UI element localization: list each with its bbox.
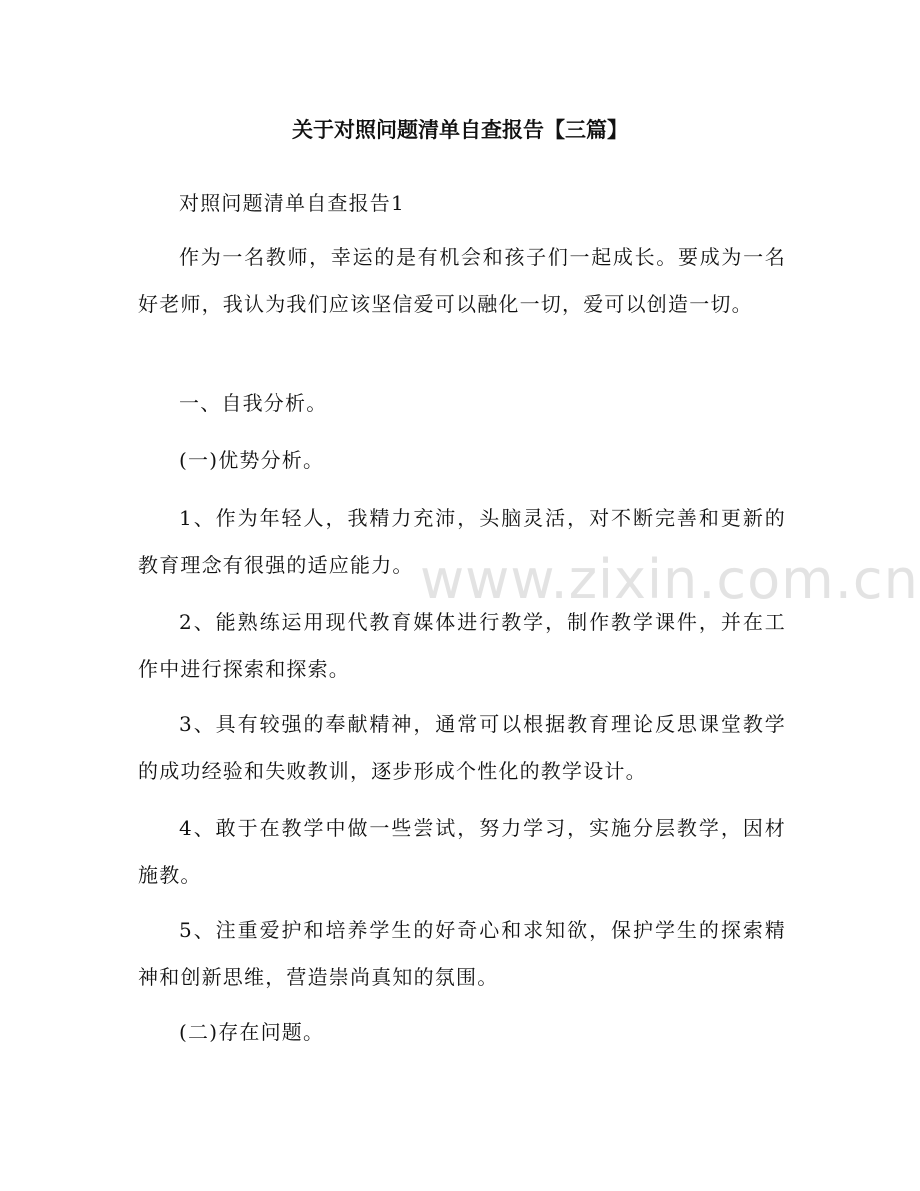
section-heading: 对照问题清单自查报告1: [179, 191, 405, 215]
heading-self-analysis: 一、自我分析。: [179, 391, 328, 415]
watermark: www.zixin.com.cn: [420, 548, 919, 611]
heading-strengths: (一)优势分析。: [179, 448, 325, 472]
strength-item-2: 2、能熟练运用现代教育媒体进行教学，制作教学课件，并在工作中进行探索和探索。: [138, 610, 786, 681]
strength-item-1: 1、作为年轻人，我精力充沛，头脑灵活，对不断完善和更新的教育理念有很强的适应能力。: [138, 506, 786, 577]
strength-item-4: 4、敢于在教学中做一些尝试，努力学习，实施分层教学，因材施教。: [138, 816, 786, 887]
strength-item-3: 3、具有较强的奉献精神，通常可以根据教育理论反思课堂教学的成功经验和失败教训，逐步形成个性化的教学设计。: [138, 712, 786, 783]
heading-problems: (二)存在问题。: [179, 1020, 325, 1044]
strength-item-5: 5、注重爱护和培养学生的好奇心和求知欲，保护学生的探索精神和创新思维，营造崇尚真知的氛围。: [138, 918, 786, 989]
intro-paragraph: 作为一名教师，幸运的是有机会和孩子们一起成长。要成为一名好老师，我认为我们应该坚信爱可以融化一切，爱可以创造一切。: [138, 245, 786, 316]
document-title: 关于对照问题清单自查报告【三篇】: [292, 118, 628, 142]
